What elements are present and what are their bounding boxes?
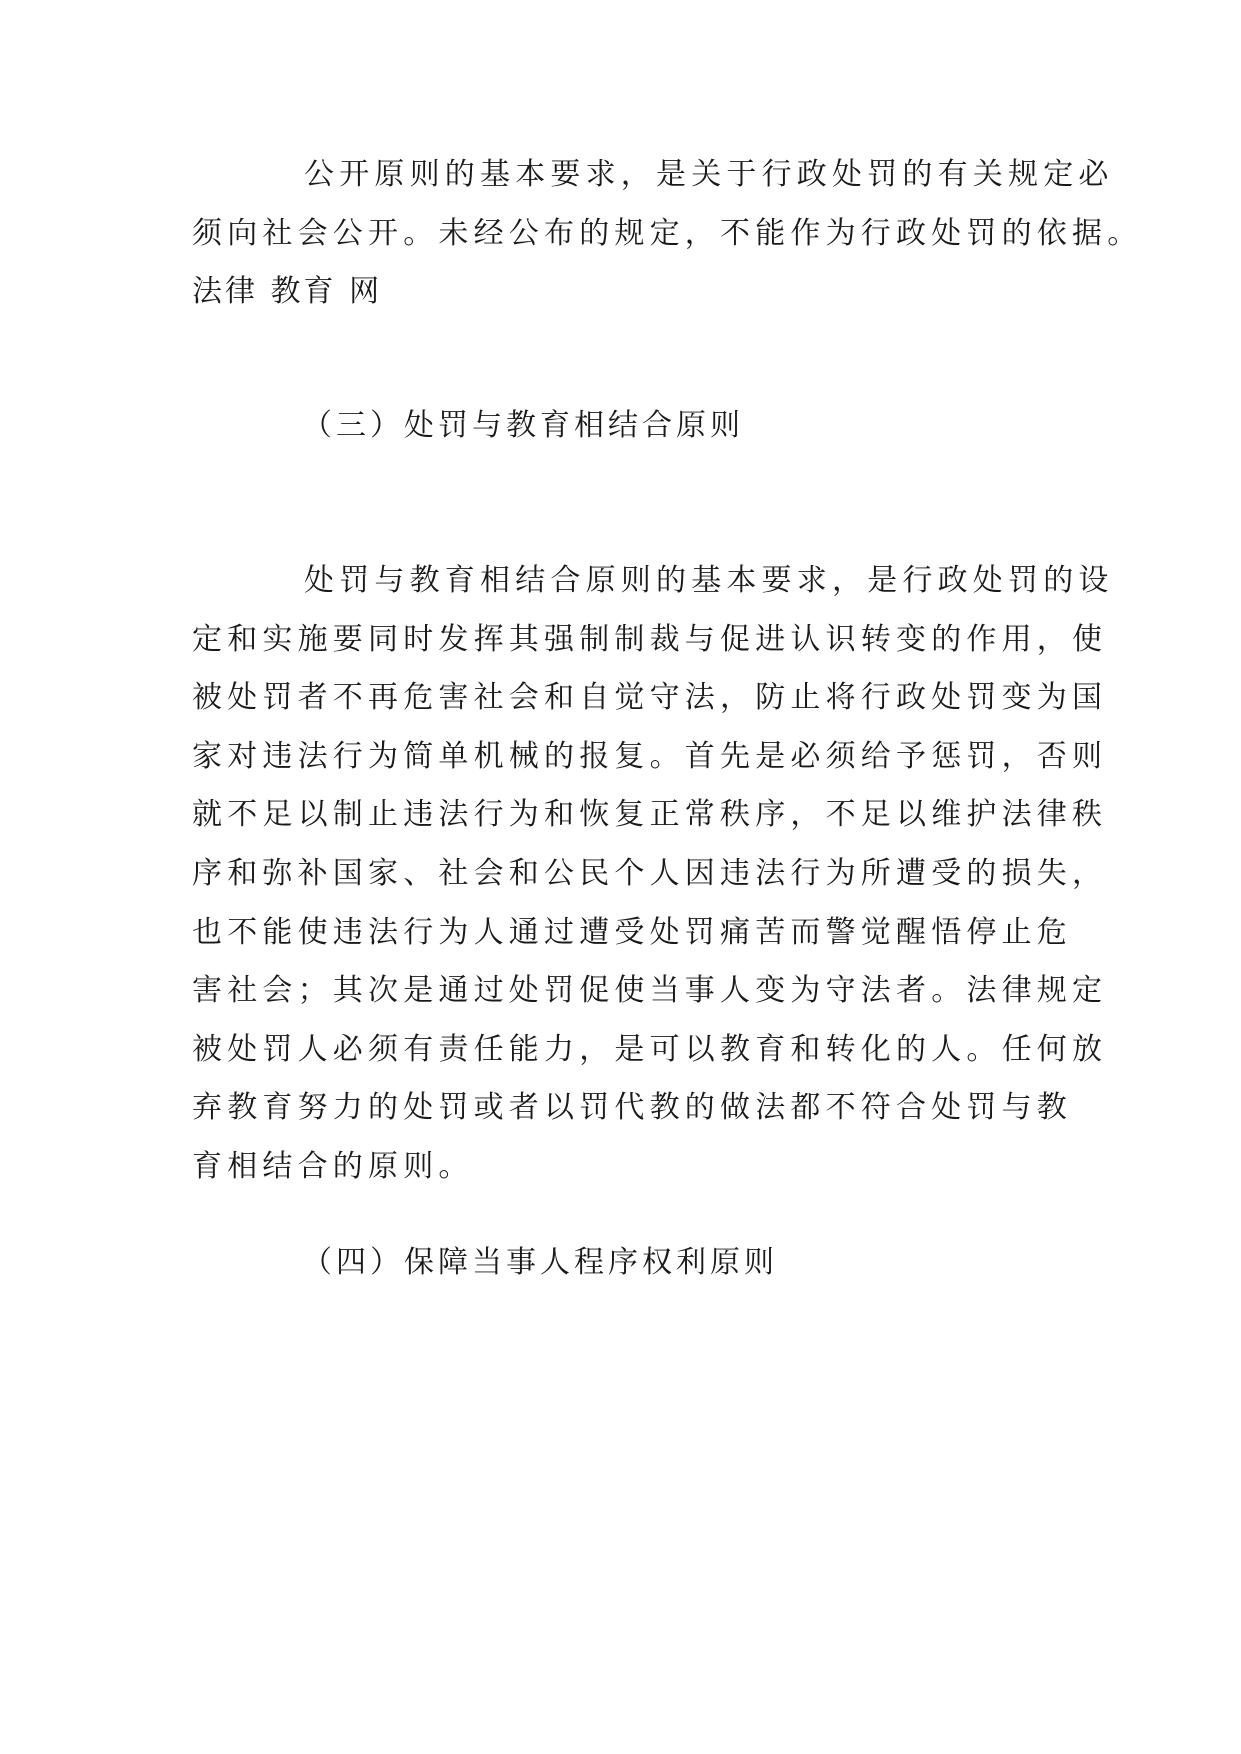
section-heading-three: （三）处罚与教育相结合原则 [302,408,744,443]
paragraph-line: 定和实施要同时发挥其强制制裁与促进认识转变的作用，使 [192,621,1108,657]
source-watermark-text: 法律 教育 网 [192,274,383,310]
paragraph-line: 序和弥补国家、社会和公民个人因违法行为所遭受的损失， [192,855,1108,891]
paragraph-line: 被处罚者不再危害社会和自觉守法，防止将行政处罚变为国 [192,680,1108,716]
paragraph-line: 家对违法行为简单机械的报复。首先是必须给予惩罚，否则 [192,738,1108,774]
paragraph-line: 处罚与教育相结合原则的基本要求，是行政处罚的设 [304,563,1114,598]
paragraph-line: 也不能使违法行为人通过遭受处罚痛苦而警觉醒悟停止危 [192,914,1072,950]
paragraph-line: 公开原则的基本要求，是关于行政处罚的有关规定必 [304,157,1114,192]
paragraph-line: 须向社会公开。未经公布的规定，不能作为行政处罚的依据。 [192,215,1143,251]
paragraph-line: 育相结合的原则。 [192,1148,474,1184]
paragraph-punishment-education [192,552,1114,1197]
paragraph-line: 弃教育努力的处罚或者以罚代教的做法都不符合处罚与教 [192,1090,1072,1126]
paragraph-line: 就不足以制止违法行为和恢复正常秩序，不足以维护法律秩 [192,797,1108,833]
paragraph-line: 被处罚人必须有责任能力，是可以教育和转化的人。任何放 [192,1031,1108,1067]
paragraph-publicity-principle [192,146,1143,322]
section-heading-four: （四）保障当事人程序权利原则 [302,1245,778,1280]
paragraph-line: 害社会；其次是通过处罚促使当事人变为守法者。法律规定 [192,973,1108,1009]
